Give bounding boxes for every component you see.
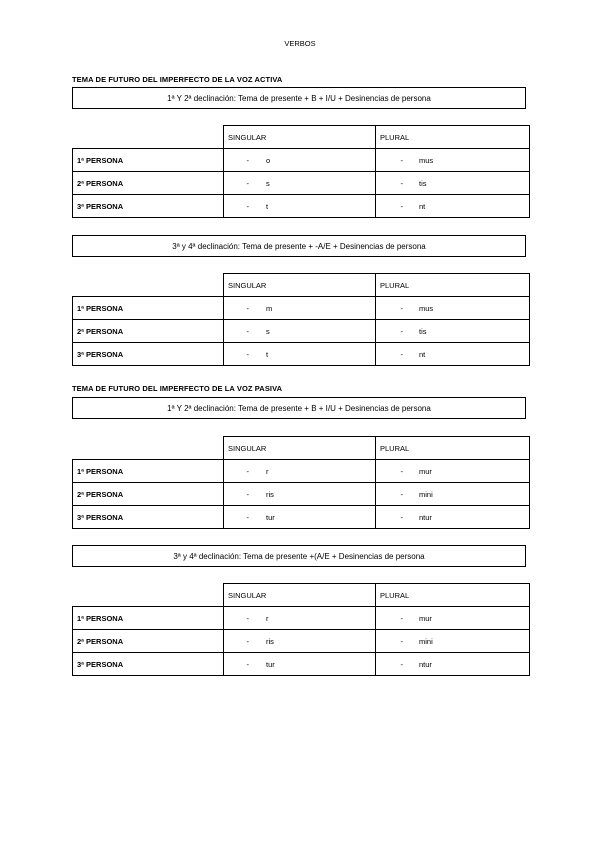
singular-ending — [224, 506, 376, 529]
singular-ending — [224, 343, 376, 366]
dash: - — [246, 512, 249, 522]
ending-text: s — [266, 178, 270, 188]
ending-text: tur — [266, 659, 275, 669]
ending-text: mus — [419, 155, 434, 165]
ending-text: ris — [266, 636, 274, 646]
plural-ending — [376, 297, 530, 320]
column-header-plural: PLURAL — [376, 274, 530, 297]
person-label: 3ª PERSONA — [73, 195, 224, 218]
table-row — [73, 195, 530, 218]
empty-cell — [73, 126, 224, 149]
conjugation-table — [72, 273, 530, 366]
singular-ending — [224, 653, 376, 676]
table-row — [73, 149, 530, 172]
dash: - — [400, 659, 403, 669]
table-header-row — [73, 126, 530, 149]
table-row — [73, 653, 530, 676]
rule-text: 3ª y 4ª declinación: Tema de presente +(A/E + Desinencias de persona — [173, 551, 425, 561]
table-row — [73, 630, 530, 653]
person-label: 2ª PERSONA — [73, 630, 224, 653]
ending-text: tis — [419, 326, 427, 336]
dash: - — [400, 303, 403, 313]
ending-text: t — [266, 349, 269, 359]
dash: - — [246, 303, 249, 313]
person-label: 1ª PERSONA — [73, 297, 224, 320]
dash: - — [400, 613, 403, 623]
singular-ending — [224, 320, 376, 343]
dash: - — [246, 659, 249, 669]
table-row — [73, 607, 530, 630]
dash: - — [246, 178, 249, 188]
person-label: 1ª PERSONA — [73, 149, 224, 172]
ending-text: tis — [419, 178, 427, 188]
person-label: 3ª PERSONA — [73, 506, 224, 529]
singular-ending — [224, 630, 376, 653]
column-header-singular: SINGULAR — [224, 274, 376, 297]
conjugation-table — [72, 436, 530, 529]
column-header-singular: SINGULAR — [224, 126, 376, 149]
ending-text: mur — [419, 466, 432, 476]
plural-ending — [376, 607, 530, 630]
ending-text: r — [266, 466, 269, 476]
singular-ending — [224, 195, 376, 218]
ending-text: ntur — [419, 659, 432, 669]
rule-box — [72, 235, 526, 257]
table-row — [73, 506, 530, 529]
singular-ending — [224, 297, 376, 320]
ending-text: mini — [419, 636, 433, 646]
plural-ending — [376, 460, 530, 483]
rule-box — [72, 397, 526, 419]
plural-ending — [376, 630, 530, 653]
empty-cell — [73, 437, 224, 460]
singular-ending — [224, 460, 376, 483]
plural-ending — [376, 653, 530, 676]
person-label: 3ª PERSONA — [73, 653, 224, 676]
section-title-activa: TEMA DE FUTURO DEL IMPERFECTO DE LA VOZ ACTIVA — [72, 75, 283, 84]
rule-text: 1ª Y 2ª declinación: Tema de presente + B + I/U + Desinencias de persona — [167, 93, 431, 103]
dash: - — [246, 466, 249, 476]
ending-text: nt — [419, 349, 426, 359]
table-row — [73, 483, 530, 506]
ending-text: t — [266, 201, 269, 211]
dash: - — [246, 636, 249, 646]
column-header-plural: PLURAL — [376, 437, 530, 460]
plural-ending — [376, 320, 530, 343]
dash: - — [400, 636, 403, 646]
singular-ending — [224, 172, 376, 195]
person-label: 2ª PERSONA — [73, 320, 224, 343]
table-row — [73, 460, 530, 483]
ending-text: m — [266, 303, 273, 313]
dash: - — [246, 155, 249, 165]
dash: - — [246, 613, 249, 623]
conjugation-table — [72, 125, 530, 218]
singular-ending — [224, 607, 376, 630]
rule-box — [72, 545, 526, 567]
dash: - — [246, 201, 249, 211]
table-row — [73, 343, 530, 366]
dash: - — [400, 466, 403, 476]
table-row — [73, 172, 530, 195]
dash: - — [400, 489, 403, 499]
plural-ending — [376, 343, 530, 366]
ending-text: mus — [419, 303, 434, 313]
plural-ending — [376, 149, 530, 172]
ending-text: nt — [419, 201, 426, 211]
ending-text: r — [266, 613, 269, 623]
dash: - — [400, 326, 403, 336]
ending-text: o — [266, 155, 271, 165]
dash: - — [400, 178, 403, 188]
person-label: 2ª PERSONA — [73, 483, 224, 506]
singular-ending — [224, 149, 376, 172]
column-header-singular: SINGULAR — [224, 584, 376, 607]
plural-ending — [376, 483, 530, 506]
page-title: VERBOS — [284, 39, 316, 48]
rule-box — [72, 87, 526, 109]
plural-ending — [376, 195, 530, 218]
ending-text: mur — [419, 613, 432, 623]
ending-text: mini — [419, 489, 433, 499]
dash: - — [400, 201, 403, 211]
column-header-plural: PLURAL — [376, 126, 530, 149]
ending-text: ris — [266, 489, 274, 499]
table-header-row — [73, 437, 530, 460]
person-label: 1ª PERSONA — [73, 460, 224, 483]
person-label: 1ª PERSONA — [73, 607, 224, 630]
section-title-pasiva: TEMA DE FUTURO DEL IMPERFECTO DE LA VOZ PASIVA — [72, 384, 283, 393]
dash: - — [246, 349, 249, 359]
empty-cell — [73, 584, 224, 607]
dash: - — [400, 512, 403, 522]
singular-ending — [224, 483, 376, 506]
person-label: 2ª PERSONA — [73, 172, 224, 195]
plural-ending — [376, 172, 530, 195]
empty-cell — [73, 274, 224, 297]
rule-text: 1ª Y 2ª declinación: Tema de presente + B + I/U + Desinencias de persona — [167, 403, 431, 413]
dash: - — [246, 326, 249, 336]
table-header-row — [73, 584, 530, 607]
person-label: 3ª PERSONA — [73, 343, 224, 366]
plural-ending — [376, 506, 530, 529]
dash: - — [400, 349, 403, 359]
ending-text: ntur — [419, 512, 432, 522]
table-row — [73, 297, 530, 320]
table-header-row — [73, 274, 530, 297]
ending-text: tur — [266, 512, 275, 522]
rule-text: 3ª y 4ª declinación: Tema de presente + -A/E + Desinencias de persona — [172, 241, 426, 251]
column-header-singular: SINGULAR — [224, 437, 376, 460]
conjugation-table — [72, 583, 530, 676]
dash: - — [246, 489, 249, 499]
ending-text: s — [266, 326, 270, 336]
dash: - — [400, 155, 403, 165]
table-row — [73, 320, 530, 343]
column-header-plural: PLURAL — [376, 584, 530, 607]
